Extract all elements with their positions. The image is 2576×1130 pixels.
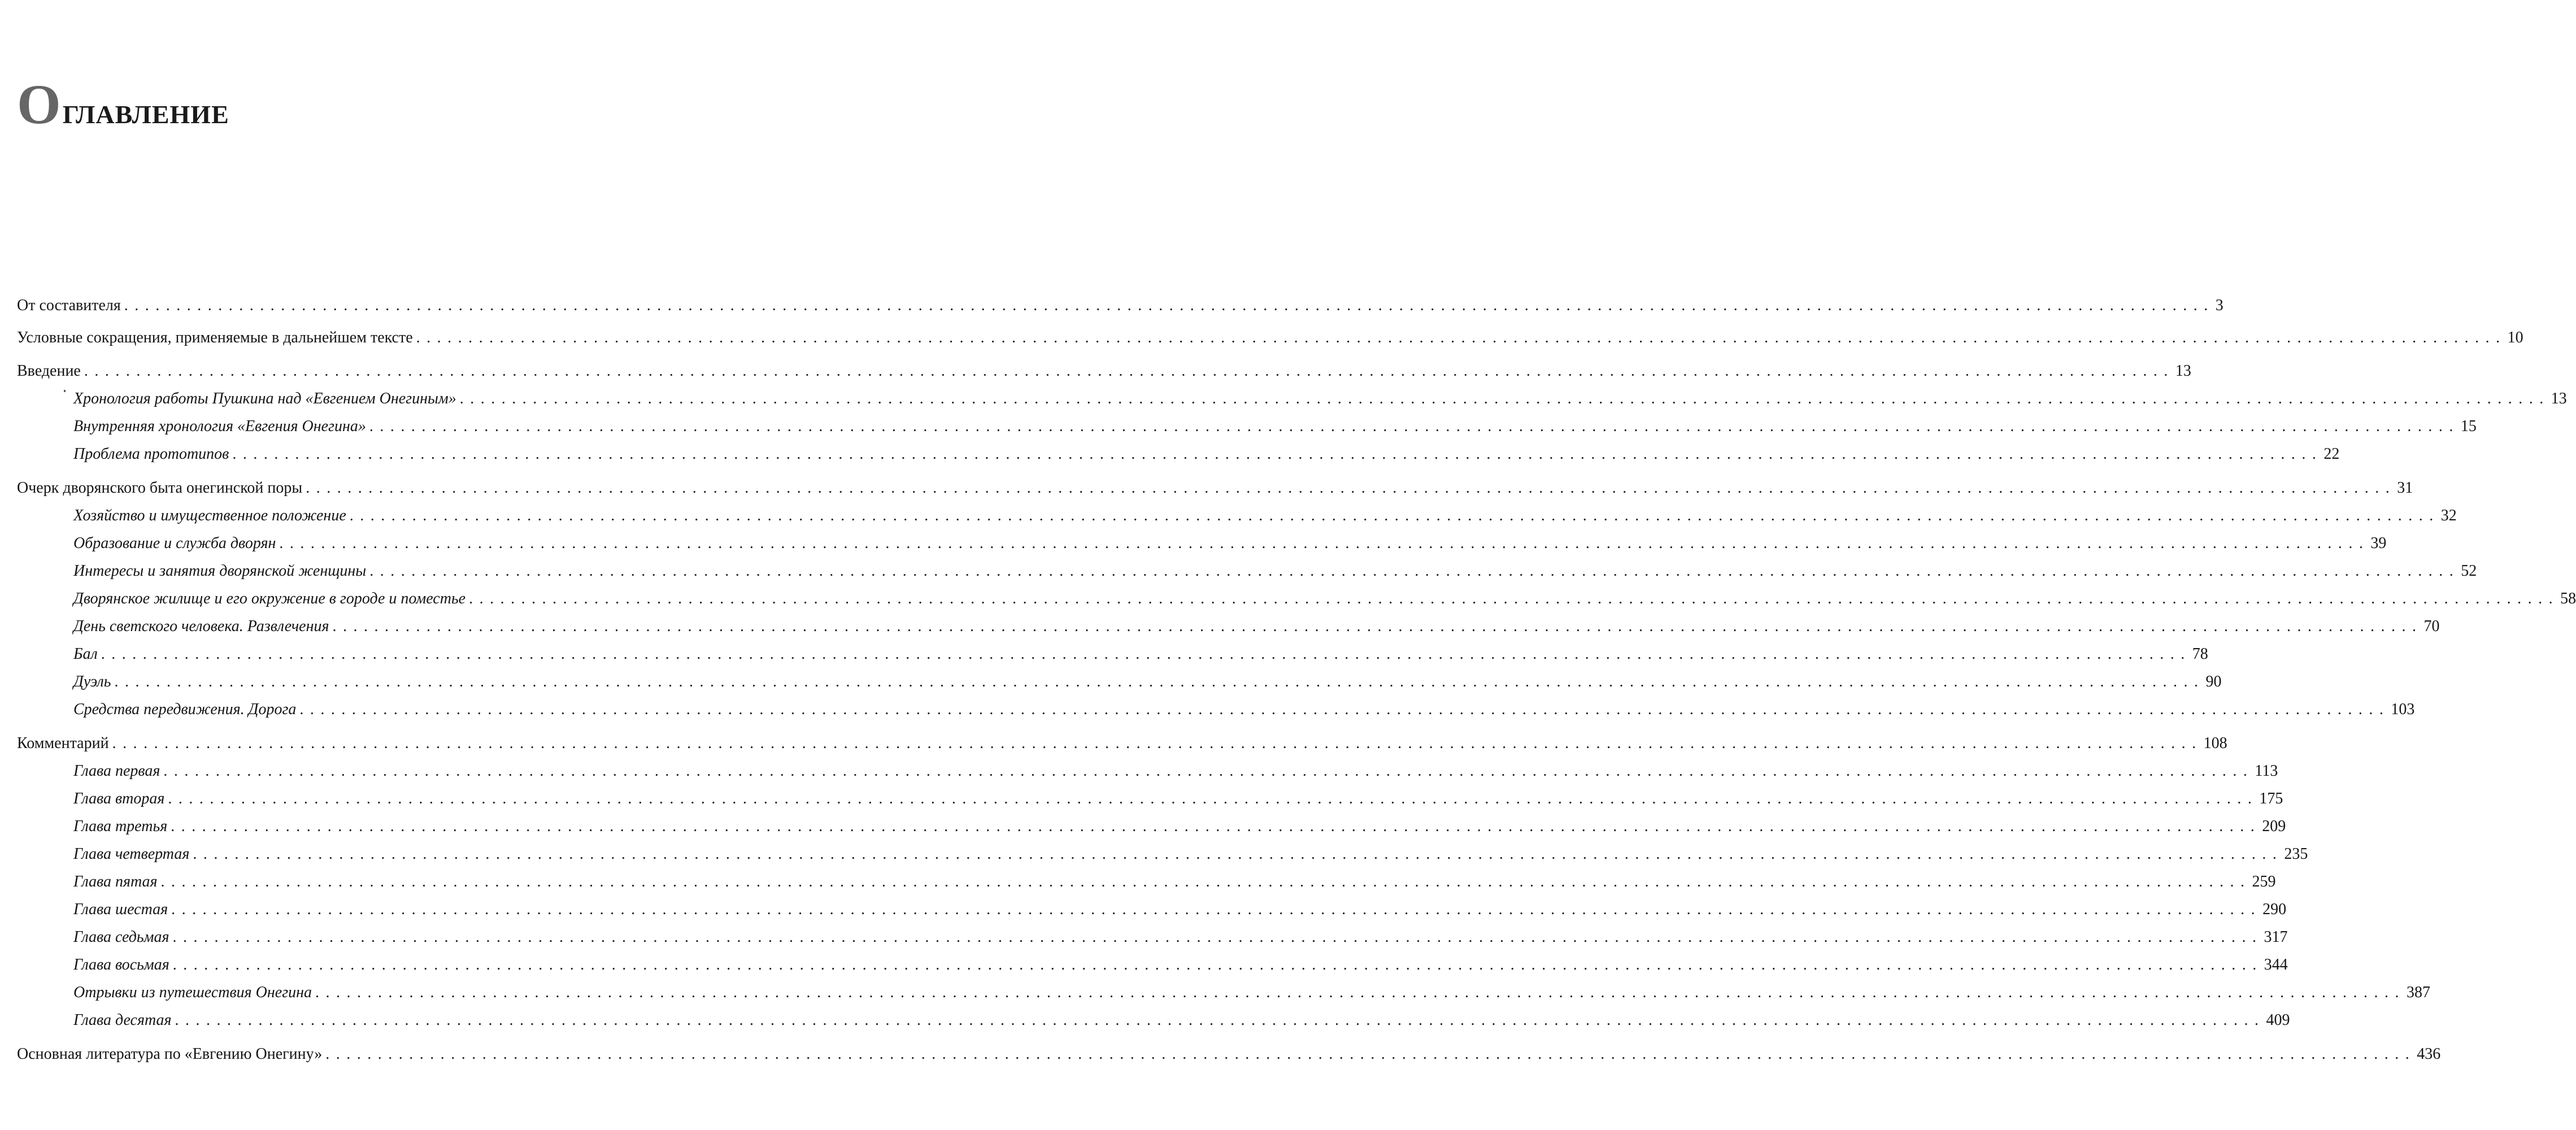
toc-entry-page: 13 bbox=[2551, 390, 2567, 407]
toc-entry-page: 344 bbox=[2264, 956, 2288, 973]
toc-leader-dots: ........................................................................................................................................................................................................ bbox=[101, 645, 2191, 663]
toc-leader-dots: ........................................................................................................................................................................................................ bbox=[172, 928, 2263, 946]
toc-subentry[interactable] bbox=[73, 584, 2576, 607]
toc-entry-page: 259 bbox=[2252, 873, 2276, 890]
toc-subentry[interactable] bbox=[73, 667, 2222, 690]
toc-entry-label: Хронология работы Пушкина над «Евгением Онегиным» bbox=[73, 390, 456, 407]
toc-entry-page: 436 bbox=[2417, 1045, 2441, 1063]
toc-entry-page: 15 bbox=[2460, 418, 2477, 435]
toc-entry-label: Глава четвертая bbox=[73, 845, 190, 863]
toc-leader-dots: ........................................................................................................................................................................................................ bbox=[306, 479, 2396, 497]
toc-leader-dots: ........................................................................................................................................................................................................ bbox=[459, 390, 2550, 407]
toc-entry-label: Дуэль bbox=[73, 673, 111, 690]
toc-subentry[interactable] bbox=[73, 557, 2477, 580]
title-initial: О bbox=[17, 73, 62, 136]
toc-entry-page: 409 bbox=[2266, 1011, 2290, 1029]
toc-entry-label: Комментарий bbox=[17, 734, 109, 752]
toc-entry-label: День светского человека. Развлечения bbox=[73, 618, 329, 635]
toc-leader-dots: ........................................................................................................................................................................................................ bbox=[232, 445, 2323, 463]
toc-entry-label: Глава шестая bbox=[73, 901, 168, 918]
toc-entry-label: От составителя bbox=[17, 297, 121, 314]
toc-leader-dots: ........................................................................................................................................................................................................ bbox=[325, 1045, 2416, 1063]
toc-entry-page: 387 bbox=[2407, 984, 2431, 1001]
title-rest: главление bbox=[62, 90, 229, 132]
toc-entry-label: Образование и служба дворян bbox=[73, 534, 276, 552]
toc-subentry[interactable] bbox=[73, 895, 2287, 918]
toc-subentry[interactable] bbox=[73, 440, 2340, 463]
toc-entry-page: 317 bbox=[2264, 928, 2288, 946]
toc-leader-dots: ........................................................................................................................................................................................................ bbox=[168, 790, 2259, 807]
toc-leader-dots: ........................................................................................................................................................................................................ bbox=[114, 673, 2205, 690]
toc-entry-label: Глава восьмая bbox=[73, 956, 169, 973]
toc-entry-label: Дворянское жилище и его окружение в городе и поместье bbox=[73, 590, 466, 607]
toc-subentry[interactable] bbox=[73, 412, 2477, 435]
toc-entry-label: Глава пятая bbox=[73, 873, 158, 890]
toc-subentry[interactable] bbox=[73, 501, 2457, 524]
toc-subentry[interactable] bbox=[73, 612, 2440, 635]
toc-entry-page: 290 bbox=[2262, 901, 2287, 918]
toc-subentry[interactable] bbox=[73, 757, 2278, 780]
toc-entry-page: 113 bbox=[2255, 762, 2278, 780]
toc-entry-label: Введение bbox=[17, 362, 81, 380]
toc-entry-label: Бал bbox=[73, 645, 98, 663]
toc-subentry[interactable] bbox=[73, 840, 2308, 863]
toc-leader-dots: ........................................................................................................................................................................................................ bbox=[349, 507, 2440, 524]
toc-entry-label: Проблема прототипов bbox=[73, 445, 229, 463]
toc-entry-label: Глава десятая bbox=[73, 1011, 172, 1029]
toc-subentry[interactable] bbox=[73, 1006, 2290, 1029]
toc-subentry[interactable] bbox=[73, 529, 2387, 552]
toc-leader-dots: ........................................................................................................................................................................................................ bbox=[416, 329, 2507, 346]
toc-entry-label: Глава вторая bbox=[73, 790, 165, 807]
toc-entry-label: Средства передвижения. Дорога bbox=[73, 701, 297, 718]
toc-subentry[interactable] bbox=[73, 867, 2276, 890]
scan-speck bbox=[64, 390, 66, 392]
toc-leader-dots: ........................................................................................................................................................................................................ bbox=[369, 562, 2460, 580]
toc-subentry[interactable] bbox=[73, 384, 2567, 407]
toc-entry-label: Глава первая bbox=[73, 762, 160, 780]
toc-leader-dots: ........................................................................................................................................................................................................ bbox=[124, 297, 2214, 314]
toc-leader-dots: ........................................................................................................................................................................................................ bbox=[171, 818, 2261, 835]
toc-subentry[interactable] bbox=[73, 640, 2208, 663]
toc-leader-dots: ........................................................................................................................................................................................................ bbox=[172, 956, 2263, 973]
toc-subentry[interactable] bbox=[73, 784, 2283, 807]
toc-leader-dots: ........................................................................................................................................................................................................ bbox=[84, 362, 2174, 380]
toc-entry-page: 175 bbox=[2259, 790, 2283, 807]
toc-entry-label: Очерк дворянского быта онегинской поры bbox=[17, 479, 303, 497]
toc-entry[interactable] bbox=[17, 729, 2227, 752]
toc-entry-page: 90 bbox=[2205, 673, 2222, 690]
toc-entry[interactable] bbox=[17, 473, 2413, 497]
toc-entry-page: 103 bbox=[2391, 701, 2415, 718]
toc-leader-dots: ........................................................................................................................................................................................................ bbox=[163, 762, 2254, 780]
table-of-contents bbox=[17, 0, 2576, 1130]
toc-leader-dots: ........................................................................................................................................................................................................ bbox=[332, 618, 2423, 635]
toc-subentry[interactable] bbox=[73, 978, 2431, 1001]
toc-entry-page: 78 bbox=[2192, 645, 2208, 663]
toc-subentry[interactable] bbox=[73, 950, 2288, 973]
toc-leader-dots: ........................................................................................................................................................................................................ bbox=[171, 901, 2262, 918]
toc-entry-page: 209 bbox=[2262, 818, 2286, 835]
toc-subentry[interactable] bbox=[73, 923, 2288, 946]
toc-leader-dots: ........................................................................................................................................................................................................ bbox=[469, 590, 2560, 607]
toc-entry-label: Хозяйство и имущественное положение bbox=[73, 507, 346, 524]
toc-entry-page: 31 bbox=[2397, 479, 2413, 497]
toc-leader-dots: ........................................................................................................................................................................................................ bbox=[299, 701, 2390, 718]
toc-entry-label: Основная литература по «Евгению Онегину» bbox=[17, 1045, 323, 1063]
toc-entry-label: Глава третья bbox=[73, 818, 168, 835]
toc-entry[interactable] bbox=[17, 323, 2523, 346]
toc-leader-dots: ........................................................................................................................................................................................................ bbox=[175, 1011, 2265, 1029]
toc-entry-label: Условные сокращения, применяемые в дальнейшем тексте bbox=[17, 329, 413, 346]
toc-entry-label: Внутренняя хронология «Евгения Онегина» bbox=[73, 418, 366, 435]
toc-entry-page: 39 bbox=[2370, 534, 2387, 552]
toc-leader-dots: ........................................................................................................................................................................................................ bbox=[112, 734, 2203, 752]
toc-entry-page: 10 bbox=[2507, 329, 2523, 346]
toc-subentry[interactable] bbox=[73, 695, 2415, 718]
toc-entry-page: 13 bbox=[2175, 362, 2191, 380]
toc-entry-page: 70 bbox=[2423, 618, 2440, 635]
toc-leader-dots: ........................................................................................................................................................................................................ bbox=[369, 418, 2460, 435]
toc-subentry[interactable] bbox=[73, 812, 2286, 835]
toc-entry-label: Глава седьмая bbox=[73, 928, 169, 946]
toc-leader-dots: ........................................................................................................................................................................................................ bbox=[315, 984, 2406, 1001]
toc-entry-page: 32 bbox=[2440, 507, 2457, 524]
toc-leader-dots: ........................................................................................................................................................................................................ bbox=[160, 873, 2251, 890]
toc-entry-label: Интересы и занятия дворянской женщины bbox=[73, 562, 367, 580]
toc-entry-page: 3 bbox=[2215, 297, 2223, 314]
toc-entry-page: 52 bbox=[2461, 562, 2477, 580]
toc-entry-page: 22 bbox=[2323, 445, 2340, 463]
toc-entry[interactable] bbox=[17, 291, 2223, 314]
toc-entry-label: Отрывки из путешествия Онегина bbox=[73, 984, 312, 1001]
toc-leader-dots: ........................................................................................................................................................................................................ bbox=[193, 845, 2283, 863]
toc-leader-dots: ........................................................................................................................................................................................................ bbox=[279, 534, 2370, 552]
toc-entry-page: 58 bbox=[2560, 590, 2576, 607]
toc-entry[interactable] bbox=[17, 1040, 2441, 1063]
toc-entry-page: 235 bbox=[2284, 845, 2308, 863]
toc-entry-page: 108 bbox=[2203, 734, 2227, 752]
toc-entry[interactable] bbox=[17, 357, 2191, 380]
